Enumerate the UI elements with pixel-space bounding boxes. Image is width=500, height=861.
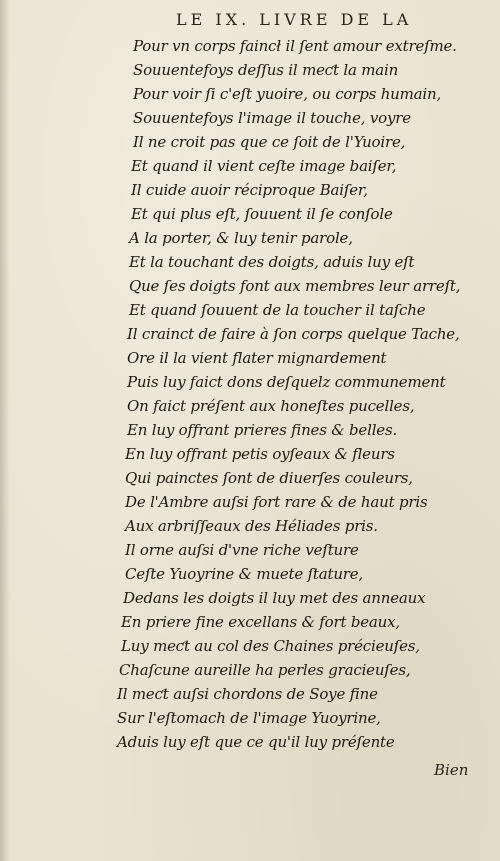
verse-line: Aux arbriſſeaux des Héliades pris. [125, 517, 378, 535]
verse-line: Et quand ſouuent de la toucher il taſche [129, 301, 426, 319]
verse-line: Puis luy faict dons deſquelz communement [127, 373, 446, 391]
verse-line: Et qui plus eſt, ſouuent il ſe conſole [131, 205, 393, 223]
verse-line: En luy offrant prieres fines & belles. [127, 421, 398, 439]
verse-line: A la porter, & luy tenir parole, [129, 229, 353, 247]
verse-line: Luy meƈt au col des Chaines précieuſes, [121, 637, 420, 655]
verse-line: Sur l'eſtomach de l'image Yuoyrine, [117, 709, 381, 727]
verse-line: Dedans les doigts il luy met des anneaux [123, 589, 426, 607]
verse-line: Ore il la vient flater mignardement [127, 349, 387, 367]
verse-line: Ceſte Yuoyrine & muete ſtature, [125, 565, 363, 583]
running-head: LE IX. LIVRE DE LA [176, 10, 413, 29]
verse-line: De l'Ambre auſsi fort rare & de haut pris [125, 493, 428, 511]
page-gutter-shadow [0, 0, 10, 861]
verse-line: Aduis luy eſt que ce qu'il luy préſente [117, 733, 395, 751]
catchword: Bien [434, 761, 469, 779]
verse-line: Souuentefoys deſſus il meƈt la main [133, 61, 399, 79]
verse-line: Pour voir ſi c'eſt yuoire, ou corps humain, [133, 85, 442, 103]
verse-line: Et quand il vient ceſte image baiſer, [131, 157, 397, 175]
verse-line: Il orne auſsi d'vne riche veſture [125, 541, 359, 559]
verse-line: Il cuide auoir réciproque Baiſer, [131, 181, 368, 199]
verse-line: Il crainct de faire à ſon corps quelque Tache, [127, 325, 460, 343]
verse-line: On faict préſent aux honeſtes pucelles, [127, 397, 415, 415]
verse-line: Et la touchant des doigts, aduis luy eſt [129, 253, 415, 271]
verse-line: Que ſes doigts font aux membres leur arreſt, [129, 277, 461, 295]
verse-line: Chaſcune aureille ha perles gracieuſes, [119, 661, 411, 679]
verse-line: En priere fine excellans & fort beaux, [121, 613, 400, 631]
verse-line: Il ne croit pas que ce ſoit de l'Yuoire, [133, 133, 406, 151]
verse-line: Souuentefoys l'image il touche, voyre [133, 109, 411, 127]
verse-line: Qui painctes ſont de diuerſes couleurs, [125, 469, 413, 487]
verse-line: Il meƈt auſsi chordons de Soye fine [117, 685, 378, 703]
verse-line: Pour vn corps faincł il ſent amour extreſme. [133, 37, 457, 55]
verse-line: En luy offrant petis oyſeaux & fleurs [125, 445, 395, 463]
